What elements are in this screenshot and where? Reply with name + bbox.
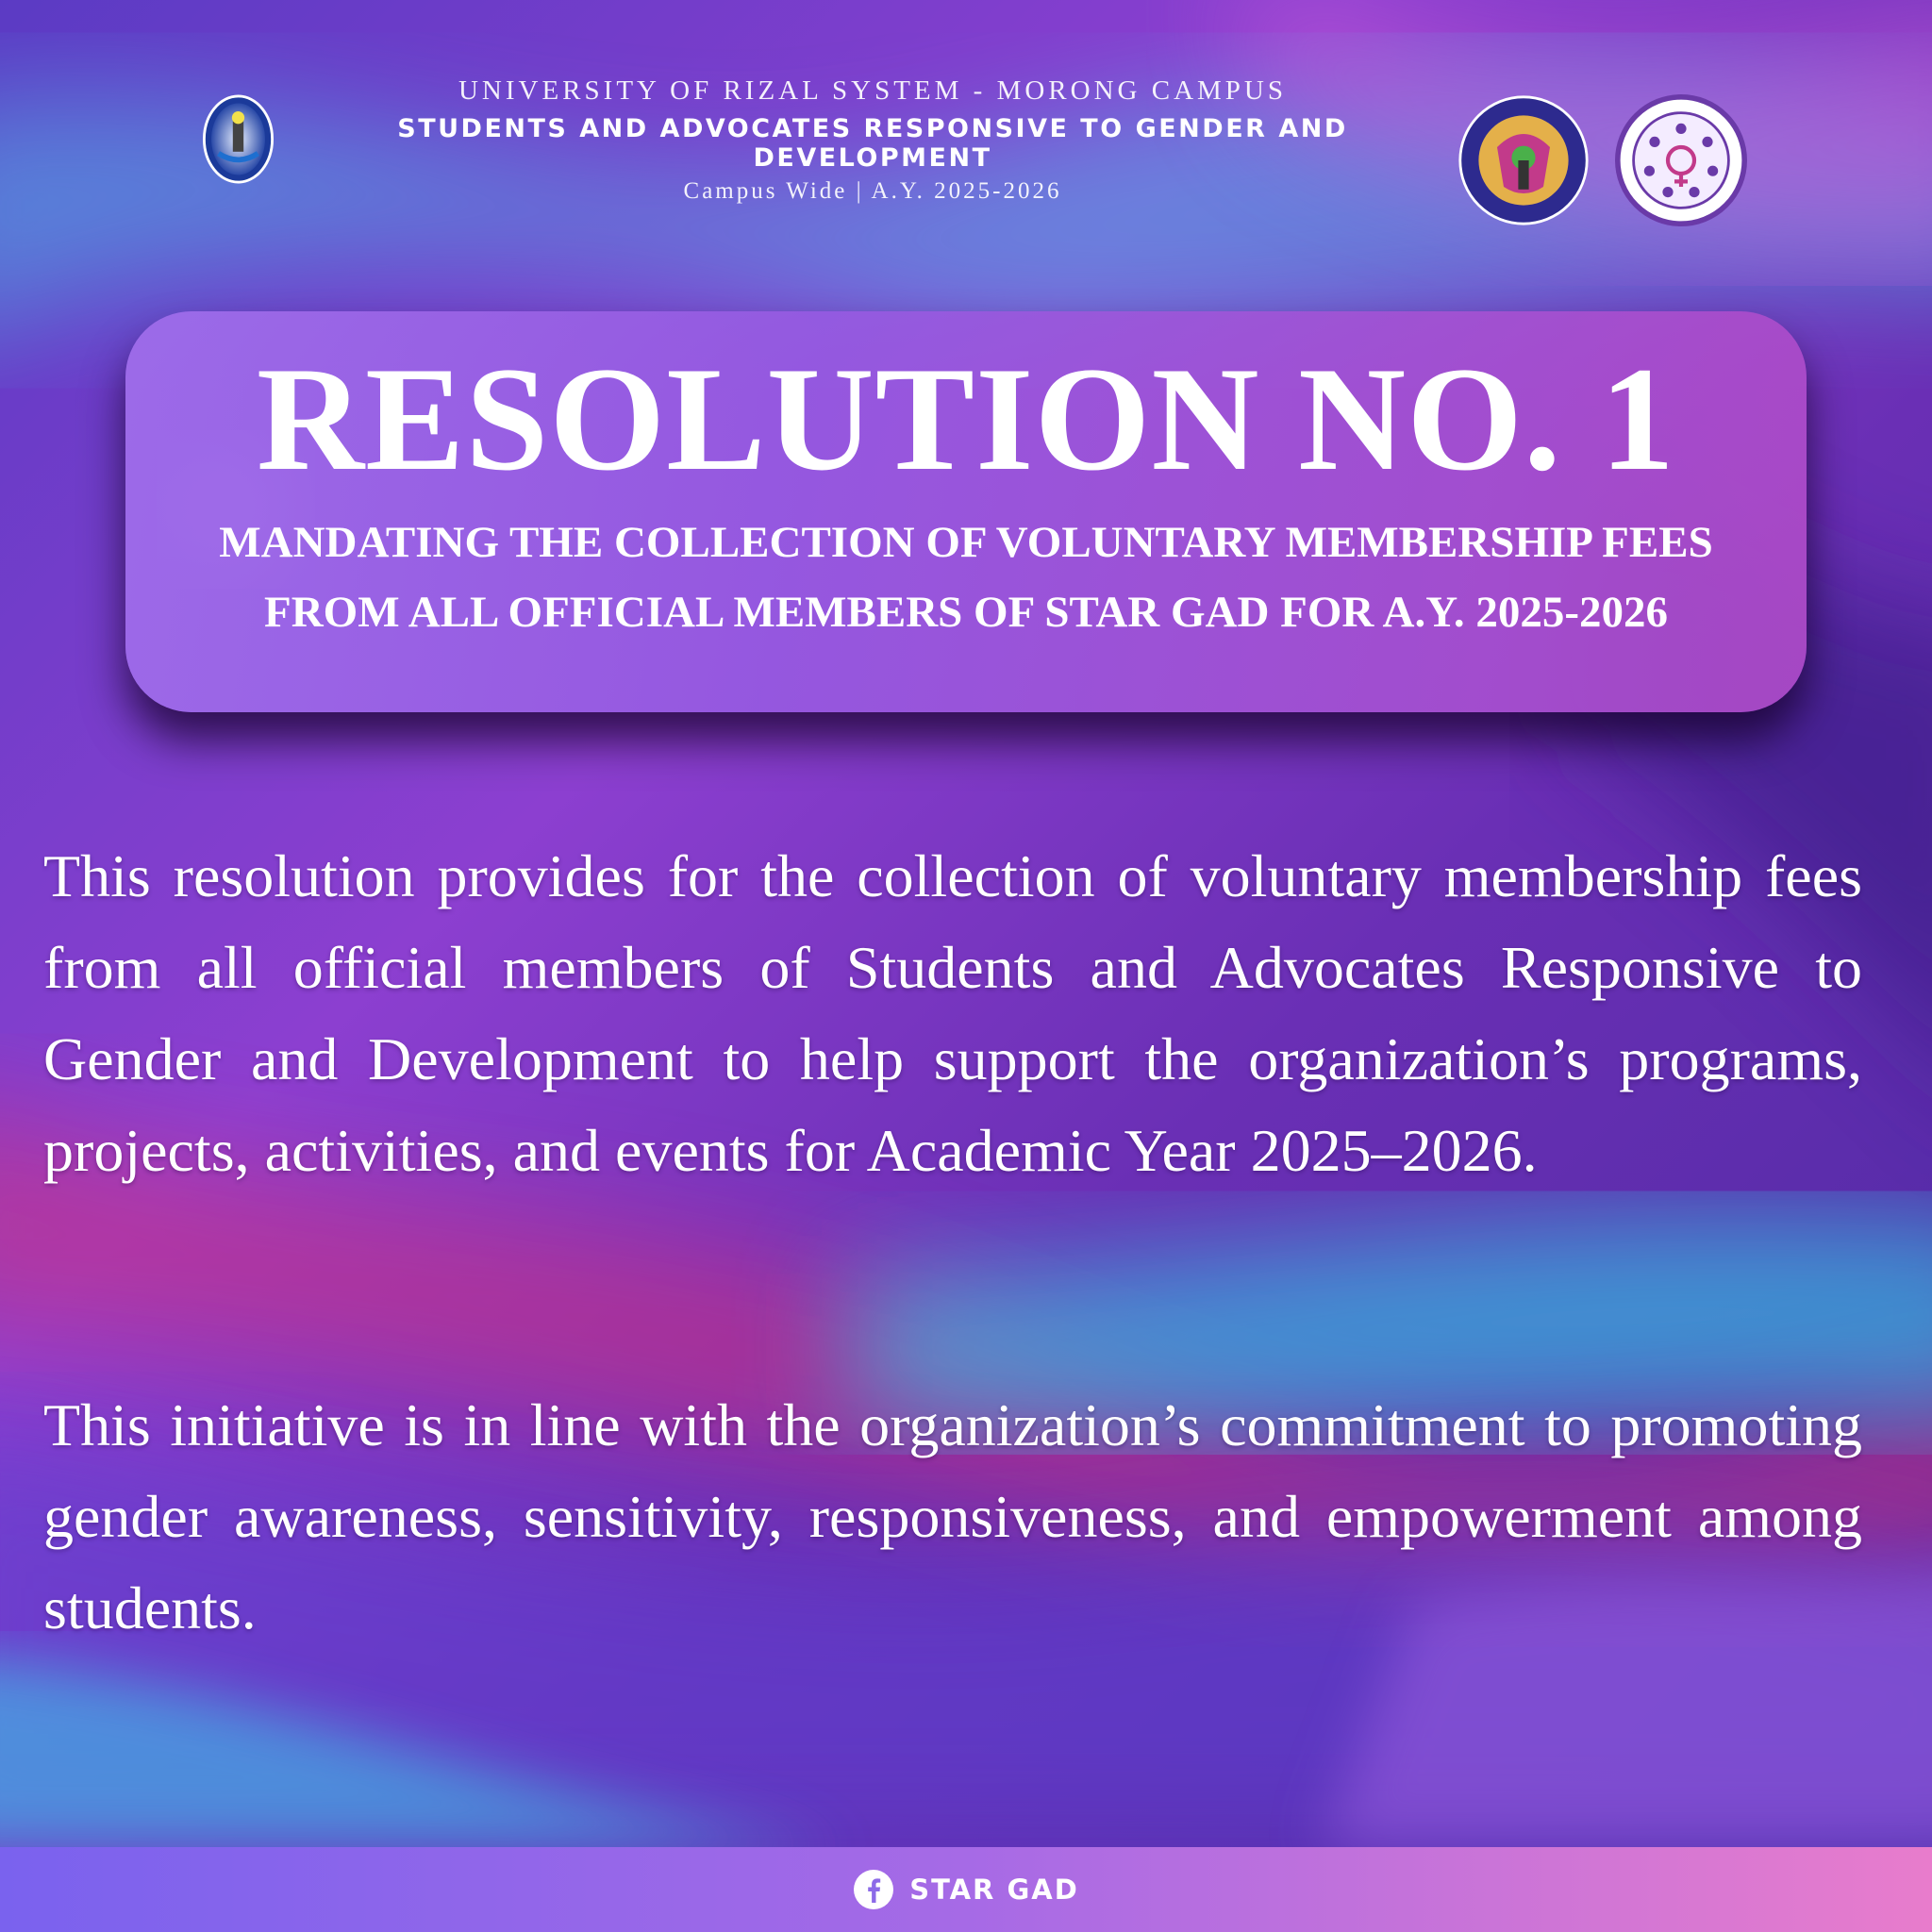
star-gad-seal-icon: [1615, 94, 1747, 226]
body-paragraph-2: This initiative is in line with the organization’s commitment to promoting gender awareness, sensitivity, responsiveness, and empowerment among students.: [43, 1391, 1862, 1641]
body-paragraph-1: This resolution provides for the collection of voluntary membership fees from all official members of Students and Advocates Responsive to Gender and Development to help support the organization’s programs, projects, activities, and events for Academic Year 2025–2026.: [43, 842, 1862, 1184]
urs-gad-seal-icon: [1457, 94, 1590, 226]
organization-name: STUDENTS AND ADVOCATES RESPONSIVE TO GENDER AND DEVELOPMENT: [397, 114, 1348, 173]
university-name: UNIVERSITY OF RIZAL SYSTEM - MORONG CAMPUS: [458, 75, 1288, 106]
scope-text: Campus Wide | A.Y. 2025-2026: [683, 178, 1062, 204]
header: [283, 75, 1462, 205]
resolution-subtitle: MANDATING THE COLLECTION OF VOLUNTARY MEMBERSHIP FEES FROM ALL OFFICIAL MEMBERS OF STAR GAD FOR A.Y. 2025-2026: [219, 518, 1713, 637]
footer-page-name[interactable]: STAR GAD: [909, 1874, 1079, 1906]
resolution-title: RESOLUTION NO. 1: [256, 337, 1676, 502]
footer-bar: [0, 1847, 1932, 1932]
urs-seal-icon: [193, 94, 283, 184]
facebook-icon[interactable]: [853, 1869, 894, 1910]
title-panel: [125, 311, 1807, 712]
